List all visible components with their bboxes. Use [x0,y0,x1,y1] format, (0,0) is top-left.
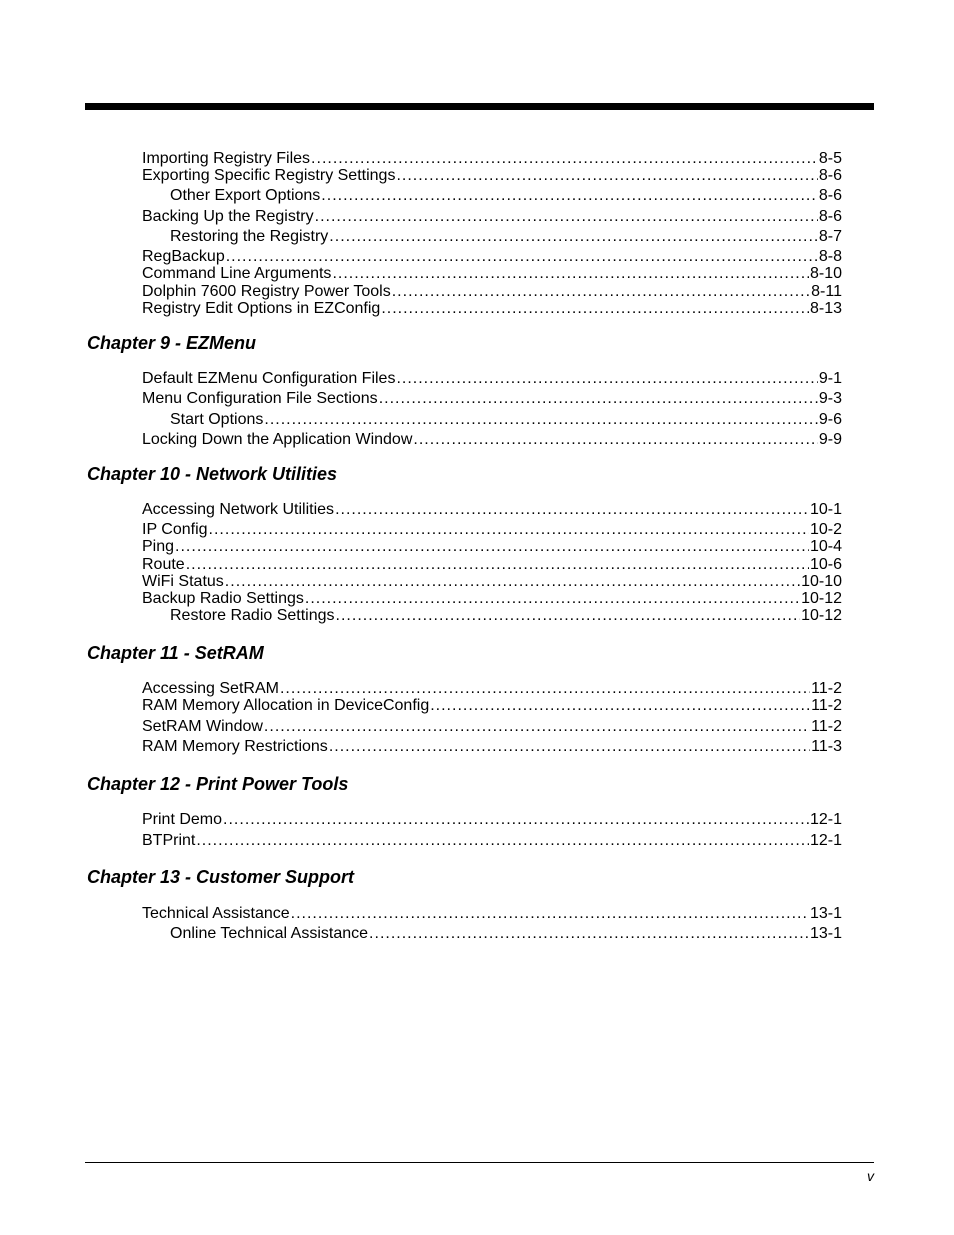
toc-entry-menu-configuration-file-sections[interactable] [142,389,842,409]
toc-entry-title: Backing Up the Registry [142,208,314,225]
toc-entry-start-options[interactable] [170,410,842,430]
chapter-heading-11[interactable]: Chapter 11 - SetRAM [87,643,264,663]
toc-entry-page: 11-2 [811,718,842,735]
dot-leader [264,410,818,430]
toc-entry-title: Restore Radio Settings [170,607,335,624]
toc-entry-title: Start Options [170,411,264,428]
toc-entry-page: 10-6 [809,556,842,573]
page-number: v [867,1168,874,1184]
toc-entry-title: Locking Down the Application Window [142,431,413,448]
toc-entry-title: WiFi Status [142,573,224,590]
toc-entry-page: 10-1 [809,501,842,518]
chapter-heading-9[interactable]: Chapter 9 - EZMenu [87,333,257,353]
toc-entry-title: IP Config [142,521,208,538]
toc-entry-setram-window[interactable] [142,717,842,737]
toc-entry-backing-up-the-registry[interactable] [142,207,842,227]
toc-entry-page: 9-6 [818,411,842,428]
toc-entry-title: Online Technical Assistance [170,925,369,942]
dot-leader [413,430,818,450]
toc-entry-title: RegBackup [142,248,225,265]
footer-rule [85,1162,874,1163]
dot-leader [321,186,818,206]
dot-leader [332,264,809,284]
dot-leader [396,166,817,186]
dot-leader [396,369,817,389]
toc-entry-online-technical-assistance[interactable] [170,924,842,944]
toc-entry-title: Dolphin 7600 Registry Power Tools [142,283,391,300]
toc-entry-title: Restoring the Registry [170,228,329,245]
toc-entry-page: 11-3 [811,738,842,755]
toc-entry-title: Accessing SetRAM [142,680,279,697]
toc-entry-title: Default EZMenu Configuration Files [142,370,396,387]
toc-entry-page: 9-9 [818,431,842,448]
toc-entry-title: Importing Registry Files [142,150,311,167]
toc-entry-technical-assistance[interactable] [142,904,842,924]
dot-leader [196,831,809,851]
toc-entry-page: 8-13 [809,300,842,317]
toc-entry-title: Command Line Arguments [142,265,332,282]
toc-entry-page: 8-10 [809,265,842,282]
toc-entry-page: 8-6 [818,167,842,184]
toc-entry-title: BTPrint [142,832,196,849]
toc-entry-registry-edit-options-in-ezconfig[interactable] [142,299,842,319]
dot-leader [315,207,818,227]
dot-leader [369,924,809,944]
toc-entry-restore-radio-settings[interactable] [170,606,842,626]
toc-entry-page: 8-5 [818,150,842,167]
toc-entry-page: 9-1 [818,370,842,387]
dot-leader [291,904,809,924]
toc-entry-title: Menu Configuration File Sections [142,390,378,407]
dot-leader [379,389,818,409]
dot-leader [264,717,810,737]
dot-leader [336,606,801,626]
dot-leader [175,537,809,557]
toc-entry-page: 10-10 [801,573,842,590]
toc-entry-page: 10-4 [809,538,842,555]
toc-entry-accessing-network-utilities[interactable] [142,500,842,520]
chapter-heading-12[interactable]: Chapter 12 - Print Power Tools [87,774,349,794]
toc-entry-page: 11-2 [811,680,842,697]
toc-entry-locking-down-the-application-window[interactable] [142,430,842,450]
toc-entry-page: 8-7 [818,228,842,245]
toc-entry-page: 13-1 [809,905,842,922]
toc-entry-title: Other Export Options [170,187,321,204]
toc-entry-page: 10-2 [809,521,842,538]
toc-entry-title: Registry Edit Options in EZConfig [142,300,381,317]
toc-entry-title: SetRAM Window [142,718,263,735]
toc-entry-other-export-options[interactable] [170,186,842,206]
toc-entry-ping[interactable] [142,537,842,557]
toc-entry-title: Route [142,556,185,573]
dot-leader [430,696,810,716]
toc-entry-print-demo[interactable] [142,810,842,830]
dot-leader [329,227,818,247]
toc-entry-page: 8-11 [811,283,842,300]
toc-entry-title: RAM Memory Restrictions [142,738,328,755]
toc-entry-title: Backup Radio Settings [142,590,304,607]
toc-entry-default-ezmenu-configuration-files[interactable] [142,369,842,389]
chapter-heading-13[interactable]: Chapter 13 - Customer Support [87,867,355,887]
dot-leader [381,299,809,319]
toc-entry-exporting-specific-registry-settings[interactable] [142,166,842,186]
toc-entry-title: Print Demo [142,811,223,828]
dot-leader [329,737,810,757]
toc-entry-restoring-the-registry[interactable] [170,227,842,247]
toc-entry-ram-memory-allocation-in-deviceconfig[interactable] [142,696,842,716]
toc-entry-page: 9-3 [818,390,842,407]
toc-entry-btprint[interactable] [142,831,842,851]
toc-entry-page: 8-6 [818,187,842,204]
toc-entry-title: Ping [142,538,175,555]
toc-entry-page: 12-1 [809,811,842,828]
toc-entry-page: 10-12 [801,590,842,607]
toc-entry-page: 13-1 [809,925,842,942]
toc-entry-ram-memory-restrictions[interactable] [142,737,842,757]
header-rule [85,103,874,110]
dot-leader [335,500,809,520]
toc-entry-page: 12-1 [809,832,842,849]
toc-entry-title: RAM Memory Allocation in DeviceConfig [142,697,430,714]
toc-entry-page: 8-8 [818,248,842,265]
chapter-heading-10[interactable]: Chapter 10 - Network Utilities [87,464,338,484]
toc-entry-title: Technical Assistance [142,905,290,922]
toc-entry-page: 11-2 [811,697,842,714]
toc-entry-title: Exporting Specific Registry Settings [142,167,396,184]
toc-entry-title: Accessing Network Utilities [142,501,335,518]
toc-entry-page: 10-12 [801,607,842,624]
toc-entry-command-line-arguments[interactable] [142,264,842,284]
toc-entry-page: 8-6 [818,208,842,225]
dot-leader [223,810,809,830]
